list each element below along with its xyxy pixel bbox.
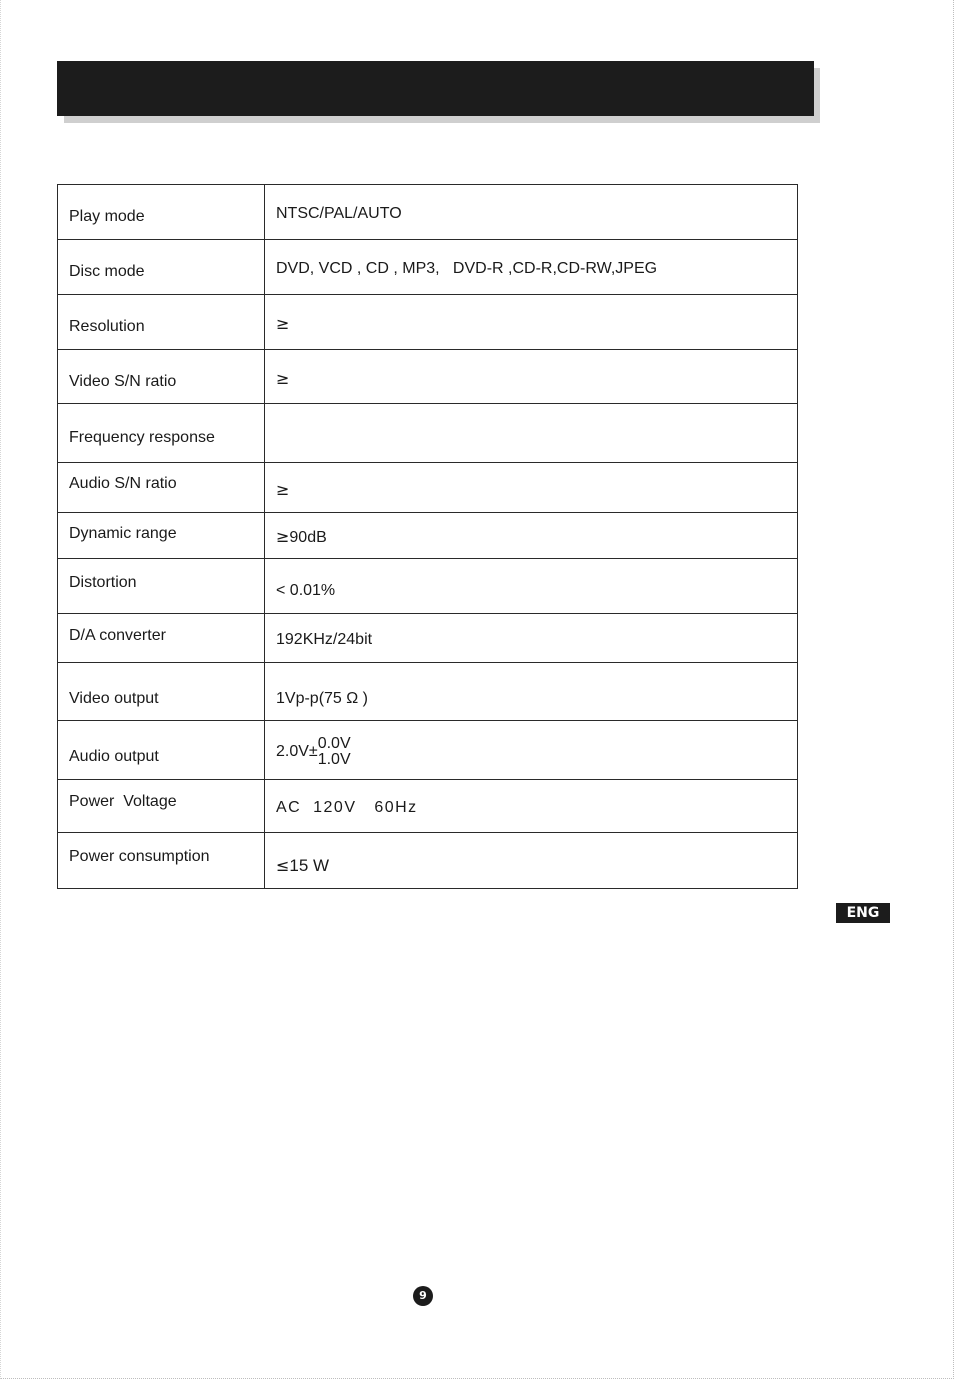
spec-label: Disc mode — [58, 240, 265, 295]
spec-label: Power consumption — [58, 833, 265, 889]
spec-value: 192KHz/24bit — [265, 614, 798, 663]
spec-row-distortion — [58, 559, 798, 614]
less-equal-symbol: ≤ — [276, 856, 290, 875]
spec-value: ≥ — [265, 463, 798, 513]
page-number: 9 — [413, 1286, 433, 1306]
spec-label: Video S/N ratio — [58, 350, 265, 404]
header-bar — [57, 61, 814, 116]
spec-value: DVD, VCD , CD , MP3, DVD-R ,CD-R,CD-RW,JPEG — [265, 240, 798, 295]
spec-row-audio-output — [58, 721, 798, 780]
spec-row-video-output — [58, 663, 798, 721]
specifications-table — [57, 184, 798, 889]
tolerance-lower: 1.0V — [317, 751, 351, 768]
spec-value-text: 15 W — [289, 856, 330, 875]
spec-row-video-sn-ratio — [58, 350, 798, 404]
spec-value: 1Vp-p(75 Ω ) — [265, 663, 798, 721]
spec-value — [265, 404, 798, 463]
spec-label: Frequency response — [58, 404, 265, 463]
spec-label: Play mode — [58, 185, 265, 240]
spec-label: D/A converter — [58, 614, 265, 663]
spec-row-resolution — [58, 295, 798, 350]
spec-value: ≥ — [265, 295, 798, 350]
spec-value — [265, 513, 798, 559]
spec-value-base: 2.0V± — [276, 743, 318, 760]
spec-value — [265, 833, 798, 889]
spec-row-power-voltage — [58, 780, 798, 833]
spec-value-text: 90dB — [289, 529, 327, 546]
spec-value: AC 120V 60Hz — [265, 780, 798, 833]
spec-value — [265, 721, 798, 780]
spec-value: ≥ — [265, 350, 798, 404]
spec-row-power-consumption — [58, 833, 798, 889]
tolerance-stack — [318, 736, 351, 768]
spec-label: Power Voltage — [58, 780, 265, 833]
spec-row-da-converter — [58, 614, 798, 663]
spec-row-frequency-response — [58, 404, 798, 463]
spec-row-play-mode — [58, 185, 798, 240]
spec-row-audio-sn-ratio — [58, 463, 798, 513]
spec-value: < 0.01% — [265, 559, 798, 614]
spec-row-dynamic-range — [58, 513, 798, 559]
language-badge: ENG — [836, 903, 890, 923]
spec-label: Distortion — [58, 559, 265, 614]
spec-label: Video output — [58, 663, 265, 721]
spec-row-disc-mode — [58, 240, 798, 295]
spec-label: Audio output — [58, 721, 265, 780]
greater-equal-symbol: ≥ — [276, 527, 290, 546]
tolerance-upper: 0.0V — [317, 735, 351, 752]
spec-value: NTSC/PAL/AUTO — [265, 185, 798, 240]
spec-label: Dynamic range — [58, 513, 265, 559]
spec-label: Resolution — [58, 295, 265, 350]
spec-label: Audio S/N ratio — [58, 463, 265, 513]
